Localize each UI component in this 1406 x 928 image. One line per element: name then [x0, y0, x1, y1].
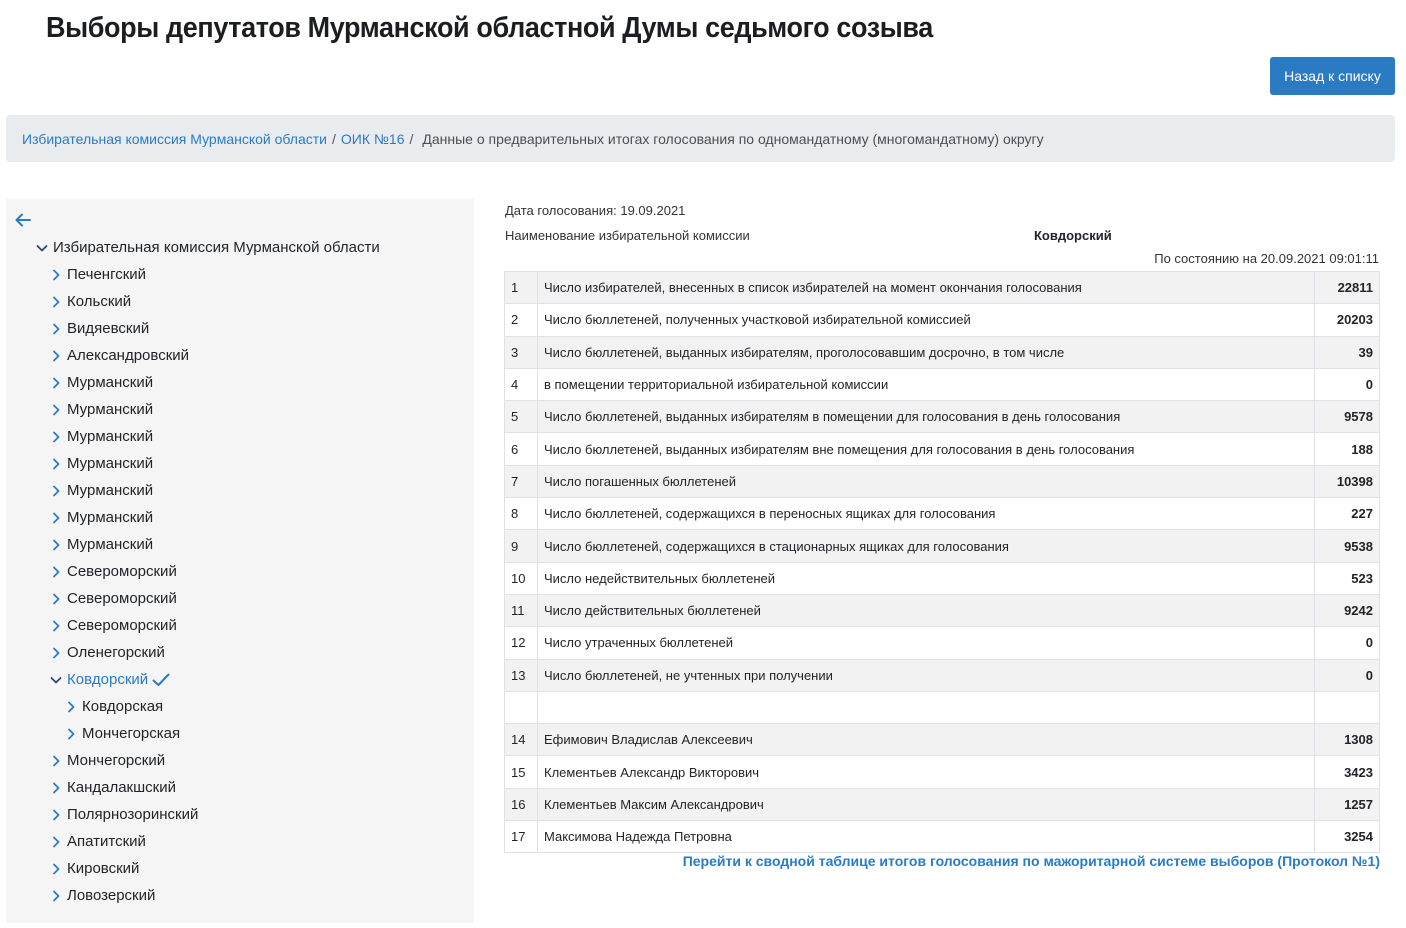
tree-item-label: Печенгский — [67, 266, 147, 283]
tree-item[interactable] — [65, 693, 163, 720]
row-label: Число бюллетеней, выданных избирателям в помещении для голосования в день голосования — [538, 401, 1315, 433]
row-label: Максимова Надежда Петровна — [538, 821, 1315, 853]
table-row — [505, 401, 1380, 433]
row-value: 20203 — [1315, 304, 1380, 336]
row-value: 227 — [1315, 498, 1380, 530]
tree-item[interactable] — [50, 477, 153, 504]
row-value: 9538 — [1315, 530, 1380, 562]
row-number: 1 — [505, 272, 538, 304]
row-number: 11 — [505, 594, 538, 626]
table-row — [505, 465, 1380, 497]
breadcrumb-separator: / — [332, 130, 336, 147]
chevron-right-icon — [50, 431, 62, 443]
row-value: 22811 — [1315, 272, 1380, 304]
tree-item[interactable] — [50, 396, 153, 423]
commission-name: Ковдорский — [1034, 228, 1112, 243]
tree-item-label: Кандалакшский — [67, 779, 176, 796]
tree-item-label: Североморский — [67, 590, 177, 607]
breadcrumb-link-oik[interactable]: ОИК №16 — [340, 130, 405, 147]
table-row — [505, 433, 1380, 465]
tree-item[interactable] — [50, 315, 149, 342]
tree-item[interactable] — [50, 828, 146, 855]
tree-item[interactable] — [50, 882, 155, 909]
summary-protocol-link[interactable]: Перейти к сводной таблице итогов голосования по мажоритарной системе выборов (Протокол №1) — [682, 853, 1380, 869]
tree-item[interactable] — [50, 558, 177, 585]
table-row — [505, 594, 1380, 626]
row-value: 0 — [1315, 368, 1380, 400]
tree-item-label: Апатитский — [67, 833, 146, 850]
row-number: 8 — [505, 498, 538, 530]
row-value: 1257 — [1315, 788, 1380, 820]
row-value: 1308 — [1315, 724, 1380, 756]
chevron-right-icon — [50, 863, 62, 875]
chevron-right-icon — [50, 647, 62, 659]
table-row — [505, 562, 1380, 594]
row-label: Число недействительных бюллетеней — [538, 562, 1315, 594]
back-to-list-button[interactable]: Назад к списку — [1270, 57, 1395, 95]
row-label: Ефимович Владислав Алексеевич — [538, 724, 1315, 756]
tree-item-label: Избирательная комиссия Мурманской области — [53, 239, 380, 256]
row-number: 3 — [505, 336, 538, 368]
chevron-right-icon — [65, 701, 77, 713]
row-label: Число погашенных бюллетеней — [538, 465, 1315, 497]
arrow-left-icon[interactable] — [14, 211, 32, 229]
table-row — [505, 530, 1380, 562]
table-row — [505, 788, 1380, 820]
chevron-right-icon — [50, 566, 62, 578]
row-number: 12 — [505, 627, 538, 659]
row-number: 16 — [505, 788, 538, 820]
tree-item[interactable] — [50, 666, 170, 693]
row-number — [505, 691, 538, 723]
tree-item[interactable] — [50, 342, 189, 369]
tree-item[interactable] — [50, 288, 131, 315]
row-label — [538, 691, 1315, 723]
row-label: Число бюллетеней, содержащихся в стационарных ящиках для голосования — [538, 530, 1315, 562]
row-number: 7 — [505, 465, 538, 497]
chevron-right-icon — [50, 404, 62, 416]
chevron-right-icon — [50, 539, 62, 551]
row-value: 523 — [1315, 562, 1380, 594]
chevron-right-icon — [50, 782, 62, 794]
tree-item[interactable] — [50, 585, 177, 612]
tree-item-label: Ковдорская — [82, 698, 164, 715]
row-number: 2 — [505, 304, 538, 336]
tree-item[interactable] — [50, 450, 153, 477]
chevron-down-icon — [36, 242, 48, 254]
row-number: 17 — [505, 821, 538, 853]
tree-item[interactable] — [50, 801, 198, 828]
row-label: Число бюллетеней, полученных участковой избирательной комиссией — [538, 304, 1315, 336]
chevron-right-icon — [65, 728, 77, 740]
chevron-right-icon — [50, 890, 62, 902]
chevron-right-icon — [50, 269, 62, 281]
tree-item-label: Мурманский — [67, 509, 154, 526]
tree-item-label: Полярнозоринский — [67, 806, 199, 823]
chevron-right-icon — [50, 296, 62, 308]
row-number: 9 — [505, 530, 538, 562]
row-label: Число избирателей, внесенных в список избирателей на момент окончания голосования — [538, 272, 1315, 304]
tree-item[interactable] — [50, 531, 153, 558]
tree-item-label: Оленегорский — [67, 644, 165, 661]
row-label: Число бюллетеней, содержащихся в переносных ящиках для голосования — [538, 498, 1315, 530]
breadcrumb-current: Данные о предварительных итогах голосования по одномандатному (многомандатному) округу — [422, 130, 1044, 147]
chevron-right-icon — [50, 512, 62, 524]
table-row — [505, 368, 1380, 400]
chevron-right-icon — [50, 755, 62, 767]
table-row — [505, 498, 1380, 530]
chevron-right-icon — [50, 485, 62, 497]
row-number: 15 — [505, 756, 538, 788]
breadcrumb — [6, 115, 1395, 162]
table-row — [505, 627, 1380, 659]
tree-item[interactable] — [50, 369, 153, 396]
tree-item-label: Североморский — [67, 563, 177, 580]
tree-item[interactable] — [50, 504, 153, 531]
tree-item[interactable] — [50, 423, 153, 450]
tree-item[interactable] — [50, 261, 146, 288]
chevron-right-icon — [50, 620, 62, 632]
tree-item-label: Мурманский — [67, 536, 154, 553]
row-value: 9242 — [1315, 594, 1380, 626]
tree-item-label: Кировский — [67, 860, 140, 877]
table-row — [505, 821, 1380, 853]
tree-item-label: Мурманский — [67, 455, 154, 472]
tree-item[interactable] — [50, 774, 176, 801]
row-value: 39 — [1315, 336, 1380, 368]
row-value: 0 — [1315, 627, 1380, 659]
row-number: 10 — [505, 562, 538, 594]
row-label: Клементьев Максим Александрович — [538, 788, 1315, 820]
chevron-down-icon — [50, 674, 62, 686]
tree-item-label: Ловозерский — [67, 887, 156, 904]
row-number: 13 — [505, 659, 538, 691]
table-row — [505, 659, 1380, 691]
tree-item[interactable] — [50, 747, 165, 774]
tree-item-label: Александровский — [67, 347, 190, 364]
row-value: 188 — [1315, 433, 1380, 465]
table-row — [505, 724, 1380, 756]
commission-label: Наименование избирательной комиссии — [505, 228, 750, 243]
row-label: в помещении территориальной избирательной комиссии — [538, 368, 1315, 400]
row-label: Число действительных бюллетеней — [538, 594, 1315, 626]
chevron-right-icon — [50, 593, 62, 605]
table-separator-row — [505, 691, 1380, 723]
chevron-right-icon — [50, 458, 62, 470]
row-value: 9578 — [1315, 401, 1380, 433]
chevron-right-icon — [50, 377, 62, 389]
row-value — [1315, 691, 1380, 723]
tree-item[interactable] — [65, 720, 180, 747]
row-label: Число бюллетеней, не учтенных при получении — [538, 659, 1315, 691]
tree-item-label: Мончегорский — [67, 752, 166, 769]
table-row — [505, 336, 1380, 368]
row-number: 4 — [505, 368, 538, 400]
tree-item-label: Видяевский — [67, 320, 150, 337]
table-row — [505, 304, 1380, 336]
tree-item-label: Мурманский — [67, 482, 154, 499]
vote-date-value: 19.09.2021 — [620, 203, 686, 218]
row-value: 3254 — [1315, 821, 1380, 853]
tree-item[interactable] — [50, 612, 177, 639]
tree-item-label: Ковдорский — [67, 671, 149, 688]
row-label: Число бюллетеней, выданных избирателям, проголосовавшим досрочно, в том числе — [538, 336, 1315, 368]
row-value: 10398 — [1315, 465, 1380, 497]
tree-item[interactable] — [50, 639, 165, 666]
tree-item-label: Мончегорская — [82, 725, 181, 742]
tree-item-label: Мурманский — [67, 428, 154, 445]
tree-item-label: Кольский — [67, 293, 132, 310]
row-number: 6 — [505, 433, 538, 465]
chevron-right-icon — [50, 836, 62, 848]
results-table — [504, 271, 1380, 853]
tree-item-label: Мурманский — [67, 374, 154, 391]
sidebar-tree — [6, 199, 474, 923]
status-timestamp: По состоянию на 20.09.2021 09:01:11 — [1154, 251, 1379, 266]
row-number: 5 — [505, 401, 538, 433]
breadcrumb-link-commission[interactable]: Избирательная комиссия Мурманской области — [22, 130, 327, 147]
tree-root-item[interactable] — [36, 234, 380, 261]
tree-item[interactable] — [50, 855, 139, 882]
row-label: Клементьев Александр Викторович — [538, 756, 1315, 788]
chevron-right-icon — [50, 323, 62, 335]
tree-item-label: Мурманский — [67, 401, 154, 418]
table-row — [505, 272, 1380, 304]
check-icon — [152, 673, 170, 687]
row-value: 0 — [1315, 659, 1380, 691]
chevron-right-icon — [50, 350, 62, 362]
row-number: 14 — [505, 724, 538, 756]
breadcrumb-separator: / — [409, 130, 414, 147]
vote-date-row — [505, 203, 685, 218]
chevron-right-icon — [50, 809, 62, 821]
vote-date-label: Дата голосования: — [505, 203, 617, 218]
row-value: 3423 — [1315, 756, 1380, 788]
row-label: Число бюллетеней, выданных избирателям вне помещения для голосования в день голосования — [538, 433, 1315, 465]
page-title: Выборы депутатов Мурманской областной Думы седьмого созыва — [46, 12, 933, 44]
tree-item-label: Североморский — [67, 617, 177, 634]
row-label: Число утраченных бюллетеней — [538, 627, 1315, 659]
table-row — [505, 756, 1380, 788]
